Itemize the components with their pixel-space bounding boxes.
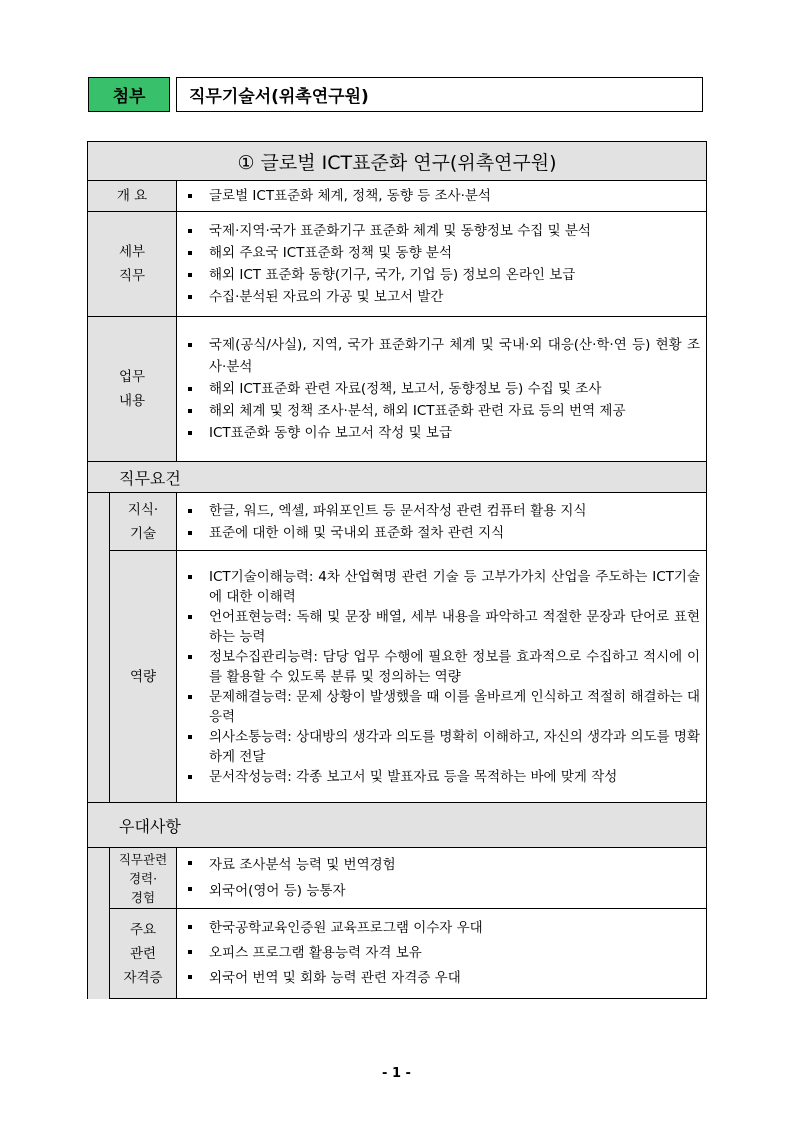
list-item: 언어표현능력: 독해 및 문장 배열, 세부 내용을 파악하고 적절한 문장과 단어로 표현하는 능력 (183, 607, 700, 647)
list-item: 해외 ICT표준화 관련 자료(정책, 보고서, 동향정보 등) 수집 및 조사 (183, 378, 700, 400)
certificates-content (177, 909, 707, 999)
work-label (88, 317, 177, 462)
overview-label: 개 요 (88, 181, 177, 212)
list-item: 수집·분석된 자료의 가공 및 보고서 발간 (183, 286, 700, 308)
certificates-label-line: 주요 (129, 921, 157, 938)
overview-row (88, 181, 707, 212)
list-item: 해외 체계 및 정책 조사·분석, 해외 ICT표준화 관련 자료 등의 번역 제공 (183, 400, 700, 422)
table-title-row (88, 142, 707, 181)
work-label-line: 업무 (118, 369, 146, 385)
experience-row (88, 848, 707, 909)
duties-row (88, 212, 707, 317)
list-item: 한국공학교육인증원 교육프로그램 이수자 우대 (183, 916, 700, 941)
knowledge-content (177, 493, 707, 551)
certificates-label-line: 관련 (129, 945, 157, 962)
list-item: 외국어(영어 등) 능통자 (183, 878, 700, 904)
list-item: ICT표준화 동향 이슈 보고서 작성 및 보급 (183, 422, 700, 444)
preferences-side-bar (88, 848, 110, 999)
overview-content (177, 181, 707, 212)
experience-label-line: 경력· (128, 870, 158, 886)
list-item: ICT기술이해능력: 4차 산업혁명 관련 기술 등 고부가가치 산업을 주도하는 ICT기술에 대한 이해력 (183, 567, 700, 607)
preferences-section-title: 우대사항 (88, 803, 707, 848)
duties-label-line: 세부 (118, 244, 146, 260)
knowledge-label-line: 지식· (127, 501, 159, 518)
list-item: 글로벌 ICT표준화 체계, 정책, 동향 등 조사·분석 (183, 185, 700, 207)
duties-label-line: 직무 (118, 268, 146, 284)
preferences-section-row (88, 803, 707, 848)
knowledge-label-line: 기술 (129, 525, 157, 542)
experience-label-line: 직무관련 (118, 851, 168, 867)
experience-label-line: 경험 (130, 889, 156, 905)
list-item: 표준에 대한 이해 및 국내외 표준화 절차 관련 지식 (183, 522, 700, 544)
list-item: 자료 조사분석 능력 및 번역경험 (183, 852, 700, 878)
experience-label (110, 848, 177, 909)
competency-content (177, 551, 707, 803)
duties-content (177, 212, 707, 317)
list-item: 국제·지역·국가 표준화기구 표준화 체계 및 동향정보 수집 및 분석 (183, 220, 700, 242)
job-description-table (87, 141, 707, 999)
knowledge-label (110, 493, 177, 551)
list-item: 해외 주요국 ICT표준화 정책 및 동향 분석 (183, 242, 700, 264)
list-item: 정보수집관리능력: 담당 업무 수행에 필요한 정보를 효과적으로 수집하고 적시에 이를 활용할 수 있도록 분류 및 정의하는 역량 (183, 647, 700, 687)
requirements-section-title: 직무요건 (88, 462, 707, 493)
work-row (88, 317, 707, 462)
work-content (177, 317, 707, 462)
document-title: 직무기술서(위촉연구원) (176, 77, 703, 112)
list-item: 문제해결능력: 문제 상황이 발생했을 때 이를 올바르게 인식하고 적절히 해결하는 대응력 (183, 687, 700, 727)
list-item: 한글, 워드, 엑셀, 파워포인트 등 문서작성 관련 컴퓨터 활용 지식 (183, 500, 700, 522)
list-item: 오피스 프로그램 활용능력 자격 보유 (183, 941, 700, 966)
competency-row (88, 551, 707, 803)
list-item: 외국어 번역 및 회화 능력 관련 자격증 우대 (183, 966, 700, 991)
list-item: 국제(공식/사실), 지역, 국가 표준화기구 체계 및 국내·외 대응(산·학·연 등) 현황 조사·분석 (183, 334, 700, 378)
page-number: - 1 - (382, 1066, 411, 1081)
duties-label (88, 212, 177, 317)
requirements-section-row (88, 462, 707, 493)
list-item: 해외 ICT 표준화 동향(기구, 국가, 기업 등) 정보의 온라인 보급 (183, 264, 700, 286)
knowledge-row (88, 493, 707, 551)
attachment-label: 첨부 (88, 77, 170, 112)
competency-label: 역량 (110, 551, 177, 803)
table-title: ① 글로벌 ICT표준화 연구(위촉연구원) (88, 142, 707, 181)
certificates-row (88, 909, 707, 999)
certificates-label-line: 자격증 (123, 969, 163, 986)
certificates-label (110, 909, 177, 999)
list-item: 문서작성능력: 각종 보고서 및 발표자료 등을 목적하는 바에 맞게 작성 (183, 767, 700, 787)
requirements-side-bar (88, 493, 110, 803)
list-item: 의사소통능력: 상대방의 생각과 의도를 명확히 이해하고, 자신의 생각과 의도를 명확하게 전달 (183, 727, 700, 767)
experience-content (177, 848, 707, 909)
work-label-line: 내용 (118, 393, 146, 409)
